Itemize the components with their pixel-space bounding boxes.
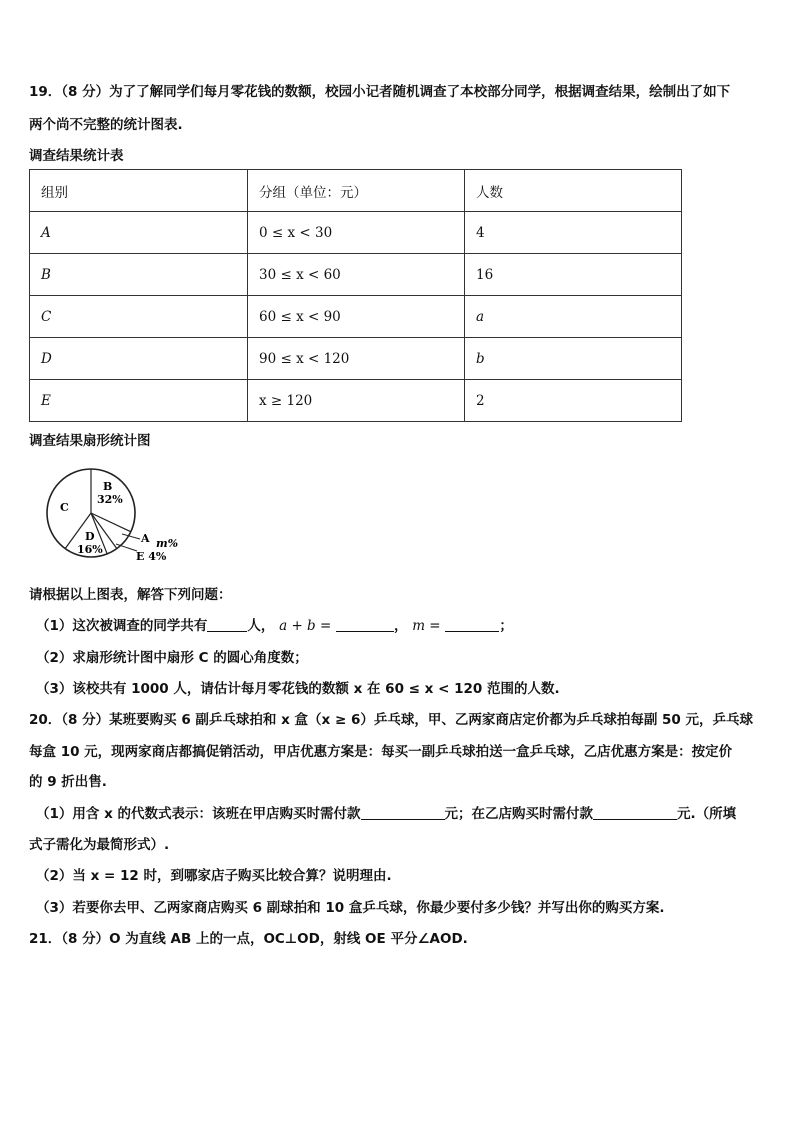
- cell-count: a: [465, 296, 682, 338]
- q19-part1-comma: ，: [394, 618, 408, 634]
- leader-line-a: [122, 534, 140, 539]
- cell-group: C: [30, 296, 248, 338]
- slice-label-b-pct: 32%: [97, 493, 123, 506]
- q19-line1: 19．（8 分）为了了解同学们每月零花钱的数额，校园小记者随机调查了本校部分同学，根据调查结果，绘制出了如下: [29, 84, 731, 100]
- table-row: [30, 338, 682, 380]
- cell-group: D: [30, 338, 248, 380]
- cell-range: 60 ≤ x < 90: [248, 296, 465, 338]
- slice-label-d-pct: 16%: [77, 543, 103, 556]
- cell-count: 16: [465, 254, 682, 296]
- q19-part1-expr-ab: a + b =: [279, 618, 332, 634]
- slice-label-a-pct: m%: [156, 537, 179, 550]
- answer-blank-shop-a[interactable]: [361, 805, 445, 820]
- q19-part2: （2）求扇形统计图中扇形 C 的圆心角度数；: [36, 650, 308, 666]
- q19-part1-end: ；: [499, 618, 513, 634]
- header-range: 分组（单位：元）: [248, 170, 465, 212]
- slice-label-a: A: [141, 532, 150, 545]
- table-title: 调查结果统计表: [29, 148, 124, 164]
- pie-chart: [36, 468, 186, 564]
- table-row: [30, 254, 682, 296]
- table-header-row: [30, 170, 682, 212]
- slice-label-d: D: [85, 530, 95, 543]
- table-row: [30, 212, 682, 254]
- header-count: 人数: [465, 170, 682, 212]
- q20-part1-text2: 元；在乙店购买时需付款: [444, 806, 594, 822]
- q20-line3: 的 9 折出售.: [29, 774, 107, 790]
- q21-line1: 21．（8 分）O 为直线 AB 上的一点，OC⊥OD，射线 OE 平分∠AOD.: [29, 931, 468, 947]
- cell-range: 90 ≤ x < 120: [248, 338, 465, 380]
- header-group: 组别: [30, 170, 248, 212]
- table-row: [30, 380, 682, 422]
- table-row: [30, 296, 682, 338]
- q19-part1-unit: 人，: [247, 618, 275, 634]
- q19-part1: [36, 617, 513, 635]
- q20-part2: （2）当 x = 12 时，到哪家店子购买比较合算？说明理由.: [36, 868, 392, 884]
- answer-blank-total[interactable]: [207, 617, 247, 632]
- cell-range: 0 ≤ x < 30: [248, 212, 465, 254]
- answer-blank-m[interactable]: [445, 617, 499, 632]
- q19-prompt: 请根据以上图表，解答下列问题：: [29, 587, 232, 603]
- pie-chart-title: 调查结果扇形统计图: [29, 433, 151, 449]
- slice-label-c: C: [60, 501, 69, 514]
- survey-table: [29, 169, 682, 422]
- slice-label-e: E 4%: [136, 550, 167, 563]
- q19-part3: （3）该校共有 1000 人，请估计每月零花钱的数额 x 在 60 ≤ x < 120 范围的人数.: [36, 681, 560, 697]
- answer-blank-shop-b[interactable]: [593, 805, 677, 820]
- cell-range: 30 ≤ x < 60: [248, 254, 465, 296]
- answer-blank-ab[interactable]: [336, 617, 394, 632]
- q20-part3: （3）若要你去甲、乙两家商店购买 6 副球拍和 10 盒乒乓球，你最少要付多少钱？并写出你的购买方案.: [36, 900, 665, 916]
- q19-line2: 两个尚不完整的统计图表.: [29, 117, 183, 133]
- cell-group: A: [30, 212, 248, 254]
- cell-count: 4: [465, 212, 682, 254]
- cell-group: E: [30, 380, 248, 422]
- q19-part1-expr-m: m =: [412, 618, 441, 634]
- cell-range: x ≥ 120: [248, 380, 465, 422]
- q20-part1-line2: 式子需化为最简形式）.: [29, 837, 170, 853]
- cell-count: b: [465, 338, 682, 380]
- q20-part1: [36, 805, 736, 823]
- q20-part1-text3: 元.（所填: [677, 806, 737, 822]
- q20-line1: 20．（8 分）某班要购买 6 副乒乓球拍和 x 盒（x ≥ 6）乒乓球，甲、乙两家商店定价都为乒乓球拍每副 50 元，乒乓球: [29, 712, 754, 728]
- q20-line2: 每盒 10 元，现两家商店都搞促销活动，甲店优惠方案是：每买一副乒乓球拍送一盒乒乓球，乙店优惠方案是：按定价: [29, 744, 733, 760]
- cell-group: B: [30, 254, 248, 296]
- q19-part1-text: （1）这次被调查的同学共有: [36, 618, 208, 634]
- slice-label-b: B: [103, 480, 113, 493]
- q20-part1-text: （1）用含 x 的代数式表示：该班在甲店购买时需付款: [36, 806, 361, 822]
- cell-count: 2: [465, 380, 682, 422]
